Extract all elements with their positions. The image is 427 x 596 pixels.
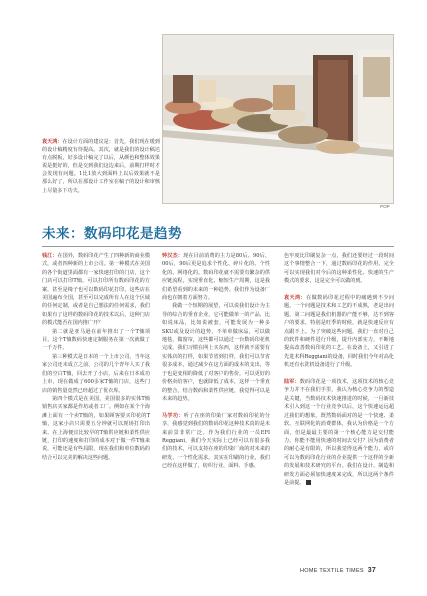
paragraph xyxy=(42,252,150,328)
paragraph-text: 数码印花是一项技术，这项技术的核心竞争力并不在我们手里，我认为核心竞争力的塑造是关键，当数码技术快速推进的时候，一旦新技术引入到这一个行业竞争以后，这个快速运远超过我们的想象。既然数码面对的是一个快速、柔软、互联网化的消费群体，我认为价格是一个方面，但是最最主要的第一个核心能力是交付能力。你能不能用快速的时间去交付？因为消费者的耐心是有限的，所以我觉得这两个能力，或许可以为数码印花行业的企业提供一个这样的全新的发展和技术研究的平台。我们在设计、制造和研发方面必须加快速度来完成，所以这两个条件是前提。 xyxy=(284,379,394,486)
speaker-name: 袁天鸿： xyxy=(42,139,63,145)
speaker-name: 陆军： xyxy=(284,379,300,386)
paragraph xyxy=(162,252,270,302)
column-3 xyxy=(284,252,394,487)
paragraph xyxy=(162,412,270,471)
headline-divider xyxy=(42,246,394,247)
intro-paragraph xyxy=(42,138,160,195)
spacer xyxy=(162,403,270,411)
paragraph xyxy=(284,378,394,487)
exhibition-photo xyxy=(162,34,394,204)
spacer xyxy=(284,370,394,378)
journal-name: HOME TEXTILE TIMES xyxy=(300,568,364,574)
paragraph: 第四个模式是在美国，美国很多的实体T恤销售店买家都是作坊或者工厂。例如在某个个海滩上面有一个卖T恤的，如果顾客要买印花的T恤，这家小店只需要五分钟就可以现场打印出来。在上海便宜比较早的T恤供应链和柔性供应链，打印的速度和打印的成本对于做一件T恤来说，可能还是有些局限，现在我们和单位数码的结合可以完美的解决这些问题。 xyxy=(42,395,150,461)
end-mark-icon xyxy=(306,480,311,485)
paragraph-text: 在做数码印花过程中的痛遇到不少问题，一个问题是技术和工艺的不成熟，老是出问题。第二问题是我们机器的产能不够，达不到客户的要求，特别是旺季的时候，就是快速反应有点跟不上。为了突破这些问题，我们一直对自己的软件和硬件进行升级，提升内部实力，不断地提高改善数码印花的工艺。在设备上，又引进了先进术科Reggiani的设备，同时我们今年对高化机还有水洗机设备进行了升级。 xyxy=(284,295,394,369)
spacer xyxy=(284,286,394,294)
paragraph xyxy=(284,294,394,370)
paragraph: 我做一个短期的展望，可以说我们设计为主导的综合的垂直企业，它可能做单一的产品，比如说床品，比如说被套，可能发展为一种多SKU或及设计的趋势，不单单做床品，可以做地毯，做窗帘，这些都可以通过一台数码印花机完成。我们习惯在网上买东西，这样就不需要有实体店的打样，如果节省到打样，我们可以节省很多成本，通过减少在这方面的成本的支出，等于也是变相的降低了对客户的售价，可以更好的价格卖给客户，也就降低了成本，这样一个垂直的整合，结合数码和柔性供应链，我觉得可以是未来的趋势。 xyxy=(162,303,270,402)
paragraph: 第三种模式是日本的一个上市公司，当年这家公司还未成立之前，公司的几个青年人买了我们的空白T恤，回去开了小店，后来在日本成功上市，现在做成了600多家T恤的门店，这些门店的销售量竟然已经超过了优衣库。 xyxy=(42,353,150,394)
column-1 xyxy=(42,252,150,462)
speaker-name: 袁天鸿： xyxy=(284,295,307,302)
paragraph: 第二就是亚马逊在前年推出了一个T恤项目，这个T恤数码快速定制服务在第一次就做了一千万件。 xyxy=(42,328,150,352)
paragraph: 色牢度比印刷复杂一点，我们还要经过一段时间这个事情整合一下，通过数码印花的作用，完全可以实现我们对今后的这种柔性化、快速的生产模式的要求，这是完全可以做的到。 xyxy=(284,253,394,285)
speaker-name: 马学功： xyxy=(162,412,184,419)
photo-credit: POP xyxy=(380,204,390,209)
article-headline: 未来：数码印花是趋势 xyxy=(42,226,182,242)
paragraph-text: 在国外，数码印花产生了四种新的商业模式，或者四种新的上市公司。第一种模式在美国的各个街道里面都有一家快速打印的门店，这个门店可以打印T恤，可以打印所有数码印花的方案，甚至是椅子也可以数码印花打印，这些店在美国遍布全国，甚至可以完成所有人在这个区域的任何定制，或者是自己想法的任何需求，我们如果有了这样的数码印花的技术以后，这种门店的模式能否在国内推广开？ xyxy=(42,253,150,327)
paragraph-text: 听了在座的印染厂家对数码印花的分享，我感觉到我们的数码印花这种技术真的是未来前景非常广泛。作为我们行业的一员EFI Reggiani，我们今天实际上已经可以有很多我们的技术，可以支持在座的印染厂商的对未来的研发，一个性化需求。其实在印刷的行业，我们已经在这样做了，纺织行业，面料、手感、 xyxy=(162,412,270,470)
page-footer xyxy=(300,567,376,574)
speaker-name: 钟汉杰： xyxy=(162,253,184,259)
speaker-name: 钱江： xyxy=(42,253,58,259)
column-2 xyxy=(162,252,270,471)
page-number: 37 xyxy=(367,567,377,574)
intro-text: 在设计方面的建议是：首先，我们现在缓到的设计稿精度有待提高。其次，就是我们的设计稿达有点脱板，好多设计稿完了以后，从颜色和整体效果说是挺好的，但是交到我们这边来后，前期打样时才会发现有问题。1比1放大到面料上以后效果就不是那么好了，所以在那设计工作室在稿子的设计和审核上尽量多下功夫。 xyxy=(42,139,160,194)
paragraph-text: 现在目前消费的主力是80后、90后、00后，90后更是追求个性化、碎片化的、个性化的、网络化的。数码印花就不需要有繁杂的供应链流程，实现垂直化、缩短生产周期，这是我们希望看到的未来的一种趋势。我们作为设备厂商也在朝着方面努力。 xyxy=(162,253,270,302)
